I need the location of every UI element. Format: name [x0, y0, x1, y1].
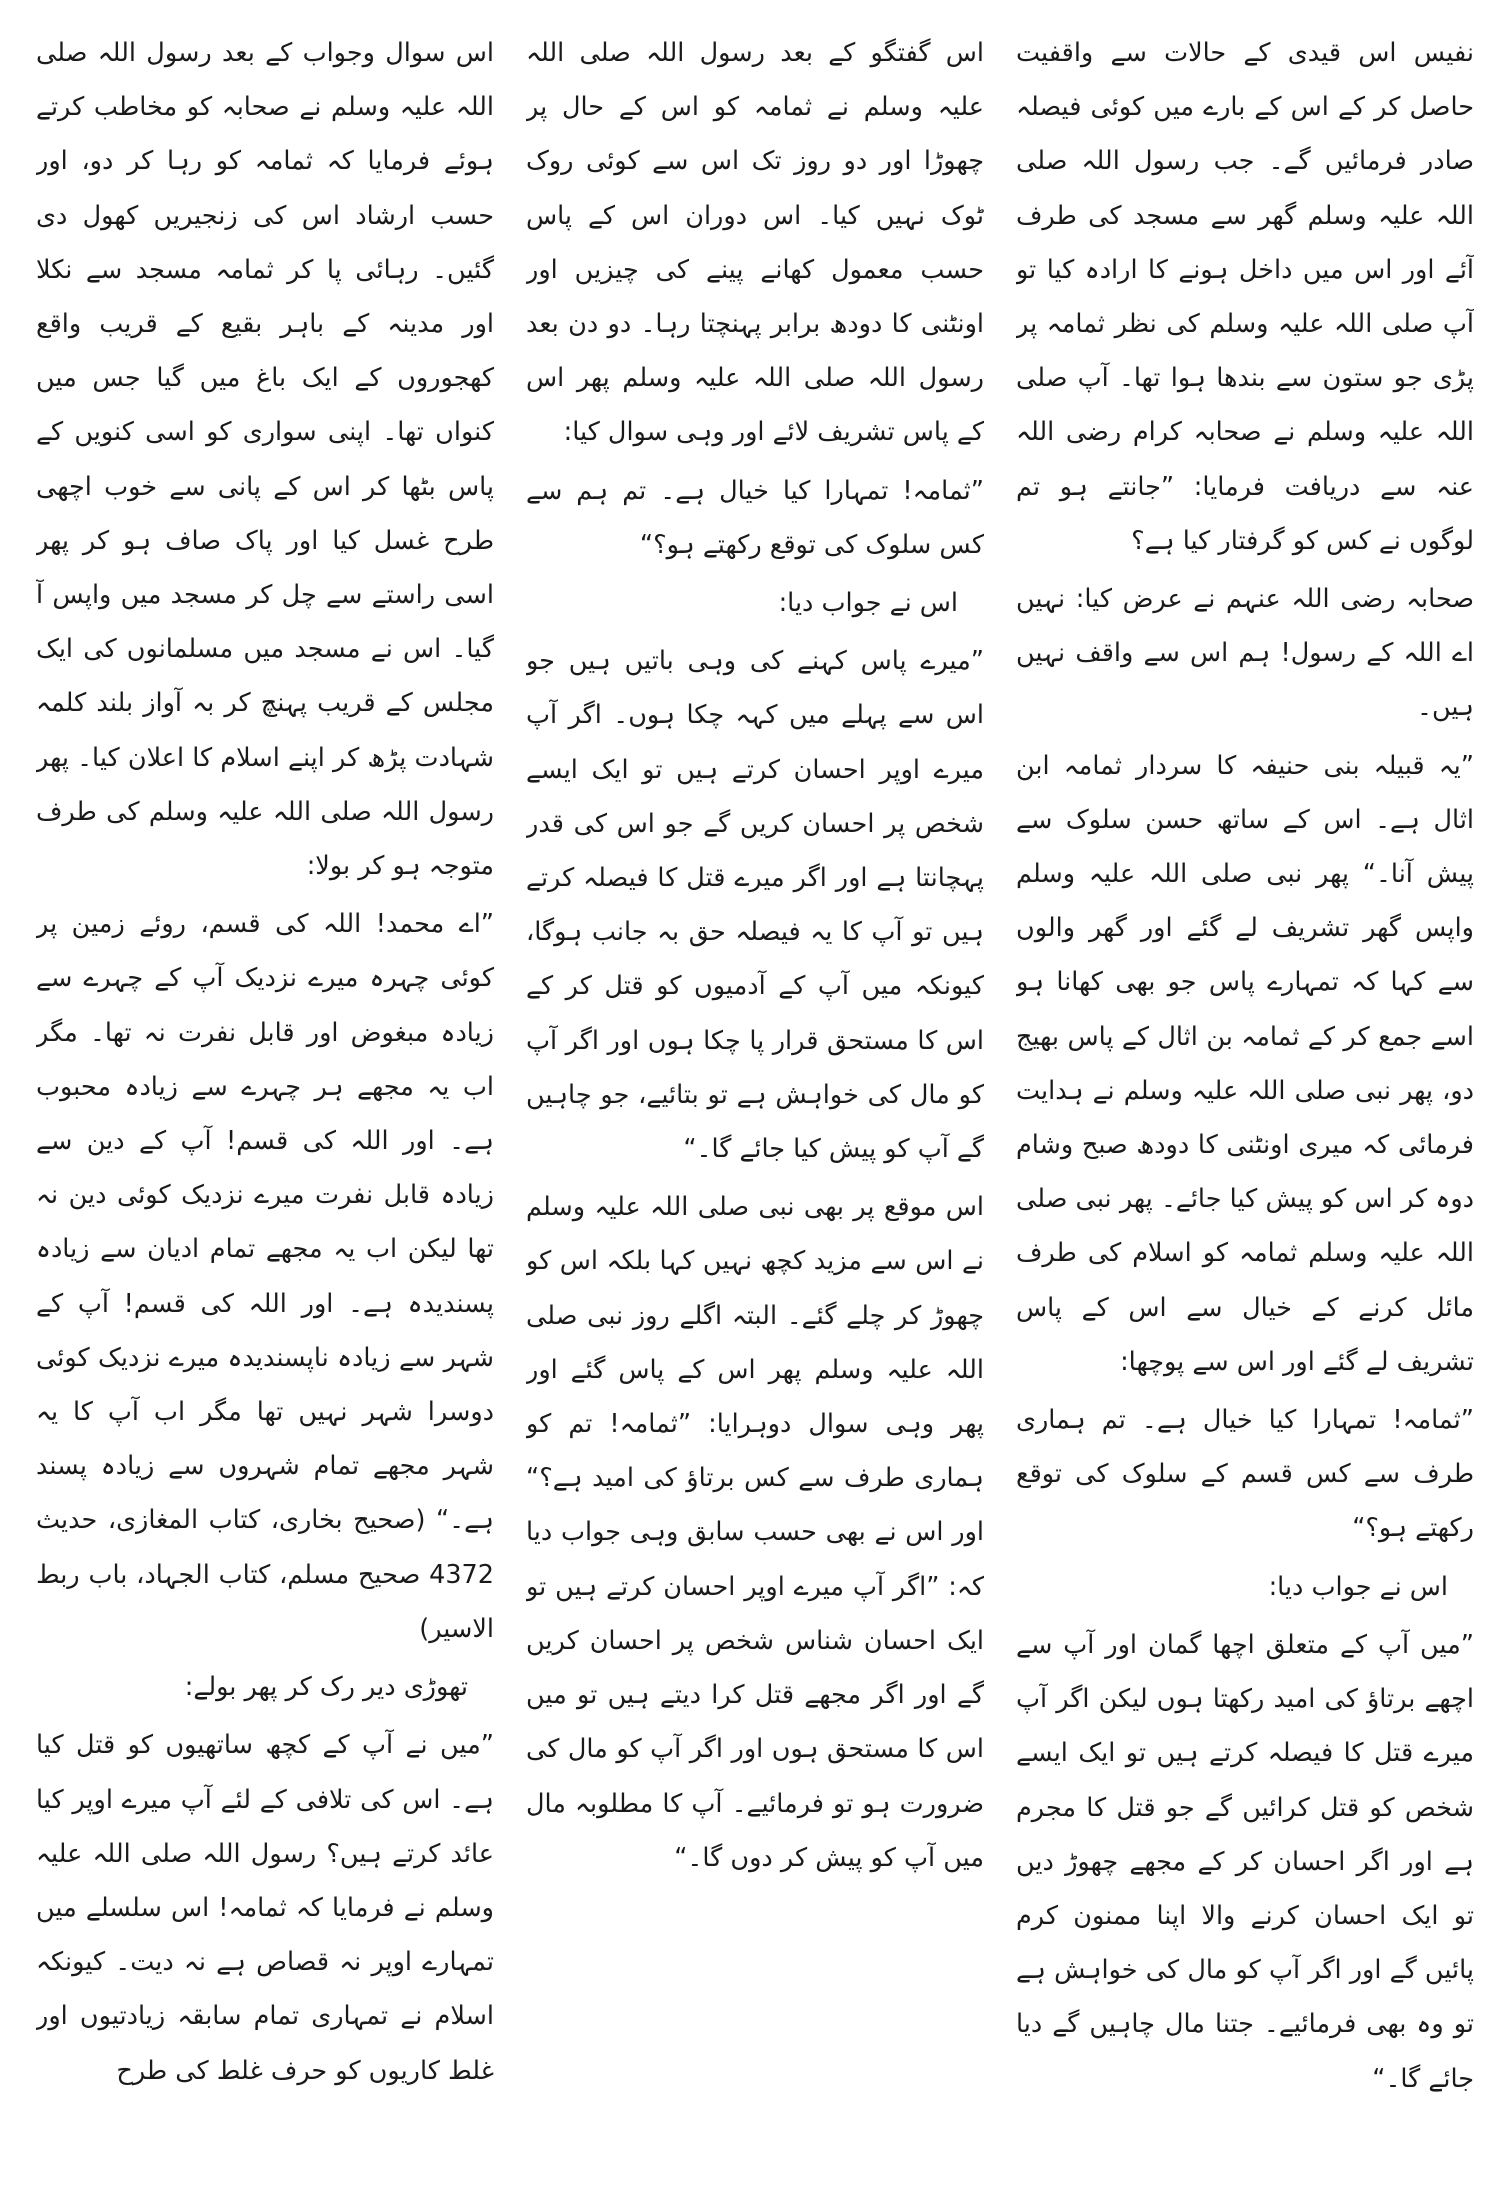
- paragraph: اس نے جواب دیا:: [1268, 1571, 1448, 1602]
- paragraph: اس موقع پر بھی نبی صلی اللہ علیہ وسلم نے اس سے مزید کچھ نہیں کہا بلکہ اس کو چھوڑ کر چلے گئے۔ البتہ اگلے روز نبی صلی اللہ علیہ وسلم پھر اس کے پاس گئے اور پھر وہی سوال دوہرایا: ”ثمامہ! تم کو ہماری طرف سے کس برتاؤ کی امید ہے؟“ اور اس نے بھی حسب سابق وہی جواب دیا کہ: ”اگر آپ میرے اوپر احسان کرتے ہیں تو ایک احسان شناس شخص پر احسان کریں گے اور اگر مجھے قتل کرا دیتے ہیں تو میں اس کا مستحق ہوں اور اگر آپ کو مال کی ضرورت ہو تو فرمائیے۔ آپ کا مطلوبہ مال میں آپ کو پیش کر دوں گا۔“: [526, 1192, 984, 1873]
- paragraph: ”میرے پاس کہنے کی وہی باتیں ہیں جو اس سے پہلے میں کہہ چکا ہوں۔ اگر آپ میرے اوپر احسان کرتے ہیں تو ایک ایسے شخص پر احسان کریں گے جو اس کی قدر پہچانتا ہے اور اگر میرے قتل کا فیصلہ کرتے ہیں تو آپ کا یہ فیصلہ حق بہ جانب ہوگا، کیونکہ میں آپ کے آدمیوں کو قتل کر کے اس کا مستحق قرار پا چکا ہوں اور اگر آپ کو مال کی خواہش ہے تو بتائیے، جو چاہیں گے آپ کو پیش کیا جائے گا۔“: [526, 646, 984, 1165]
- column-left: [36, 26, 494, 2186]
- paragraph: ”ثمامہ! تمہارا کیا خیال ہے۔ تم ہم سے کس سلوک کی توقع رکھتے ہو؟“: [526, 475, 984, 560]
- paragraph: ”یہ قبیلہ بنی حنیفہ کا سردار ثمامہ ابن اثال ہے۔ اس کے ساتھ حسن سلوک سے پیش آنا۔“ پھر نبی صلی اللہ علیہ وسلم واپس گھر تشریف لے گئے اور گھر والوں سے کہا کہ تمہارے پاس جو بھی کھانا ہو اسے جمع کر کے ثمامہ بن اثال کے پاس بھیج دو، پھر نبی صلی اللہ علیہ وسلم نے ہدایت فرمائی کہ میری اونٹنی کا دودھ صبح وشام دوہ کر اس کو پیش کیا جائے۔ پھر نبی صلی اللہ علیہ وسلم ثمامہ کو اسلام کی طرف مائل کرنے کے خیال سے اس کے پاس تشریف لے گئے اور اس سے پوچھا:: [1016, 750, 1474, 1377]
- paragraph: اس گفتگو کے بعد رسول اللہ صلی اللہ علیہ وسلم نے ثمامہ کو اس کے حال پر چھوڑا اور دو روز تک اس سے کوئی روک ٹوک نہیں کیا۔ اس دوران اس کے پاس حسب معمول کھانے پینے کی چیزیں اور اونٹنی کا دودھ برابر پہنچتا رہا۔ دو دن بعد رسول اللہ صلی اللہ علیہ وسلم پھر اس کے پاس تشریف لائے اور وہی سوال کیا:: [526, 38, 984, 448]
- paragraph: اس نے جواب دیا:: [778, 588, 958, 619]
- paragraph: تھوڑی دیر رک کر پھر بولے:: [184, 1672, 468, 1703]
- column-right: [1016, 26, 1474, 2186]
- paragraph: ”ثمامہ! تمہارا کیا خیال ہے۔ تم ہماری طرف سے کس قسم کے سلوک کی توقع رکھتے ہو؟“: [1016, 1405, 1474, 1544]
- paragraph: ”اے محمد! اللہ کی قسم، روئے زمین پر کوئی چہرہ میرے نزدیک آپ کے چہرے سے زیادہ مبغوض اور قابل نفرت نہ تھا۔ مگر اب یہ مجھے ہر چہرے سے زیادہ محبوب ہے۔ اور اللہ کی قسم! آپ کے دین سے زیادہ قابل نفرت میرے نزدیک کوئی دین نہ تھا لیکن اب یہ مجھے تمام ادیان سے زیادہ پسندیدہ ہے۔ اور اللہ کی قسم! آپ کے شہر سے زیادہ ناپسندیدہ میرے نزدیک کوئی دوسرا شہر نہیں تھا مگر اب آپ کا یہ شہر مجھے تمام شہروں سے زیادہ پسند ہے۔“ (صحیح بخاری، کتاب المغازی، حدیث 4372 صحیح مسلم، کتاب الجہاد، باب ربط الاسیر): [36, 909, 494, 1644]
- newspaper-page: [34, 26, 1474, 2186]
- paragraph: ”میں نے آپ کے کچھ ساتھیوں کو قتل کیا ہے۔ اس کی تلافی کے لئے آپ میرے اوپر کیا عائد کرتے ہیں؟ رسول اللہ صلی اللہ علیہ وسلم نے فرمایا کہ ثمامہ! اس سلسلے میں تمہارے اوپر نہ قصاص ہے نہ دیت۔ کیونکہ اسلام نے تمہاری تمام سابقہ زیادتیوں اور غلط کاریوں کو حرف غلط کی طرح: [36, 1730, 494, 2086]
- column-middle: [526, 26, 984, 2186]
- paragraph: صحابہ رضی اللہ عنہم نے عرض کیا: نہیں اے اللہ کے رسول! ہم اس سے واقف نہیں ہیں۔: [1016, 584, 1474, 723]
- paragraph: نفیس اس قیدی کے حالات سے واقفیت حاصل کر کے اس کے بارے میں کوئی فیصلہ صادر فرمائیں گے۔ جب رسول اللہ صلی اللہ علیہ وسلم گھر سے مسجد کی طرف آئے اور اس میں داخل ہونے کا ارادہ کیا تو آپ صلی اللہ علیہ وسلم کی نظر ثمامہ پر پڑی جو ستون سے بندھا ہوا تھا۔ آپ صلی اللہ علیہ وسلم نے صحابہ کرام رضی اللہ عنہ سے دریافت فرمایا: ”جانتے ہو تم لوگوں نے کس کو گرفتار کیا ہے؟: [1016, 38, 1474, 556]
- paragraph: ”میں آپ کے متعلق اچھا گمان اور آپ سے اچھے برتاؤ کی امید رکھتا ہوں لیکن اگر آپ میرے قتل کا فیصلہ کرتے ہیں تو ایک ایسے شخص کو قتل کرائیں گے جو قتل کا مجرم ہے اور اگر احسان کر کے مجھے چھوڑ دیں تو ایک احسان کرنے والا اپنا ممنون کرم پائیں گے اور اگر آپ کو مال کی خواہش ہے تو وہ بھی فرمائیے۔ جتنا مال چاہیں گے دیا جائے گا۔“: [1016, 1629, 1474, 2094]
- paragraph: اس سوال وجواب کے بعد رسول اللہ صلی اللہ علیہ وسلم نے صحابہ کو مخاطب کرتے ہوئے فرمایا کہ ثمامہ کو رہا کر دو، اور حسب ارشاد اس کی زنجیریں کھول دی گئیں۔ رہائی پا کر ثمامہ مسجد سے نکلا اور مدینہ کے باہر بقیع کے قریب واقع کھجوروں کے ایک باغ میں گیا جس میں کنواں تھا۔ اپنی سواری کو اسی کنویں کے پاس بٹھا کر اس کے پانی سے خوب اچھی طرح غسل کیا اور پاک صاف ہو کر پھر اسی راستے سے چل کر مسجد میں واپس آ گیا۔ اس نے مسجد میں مسلمانوں کی ایک مجلس کے قریب پہنچ کر بہ آواز بلند کلمہ شہادت پڑھ کر اپنے اسلام کا اعلان کیا۔ پھر رسول اللہ صلی اللہ علیہ وسلم کی طرف متوجہ ہو کر بولا:: [36, 38, 494, 882]
